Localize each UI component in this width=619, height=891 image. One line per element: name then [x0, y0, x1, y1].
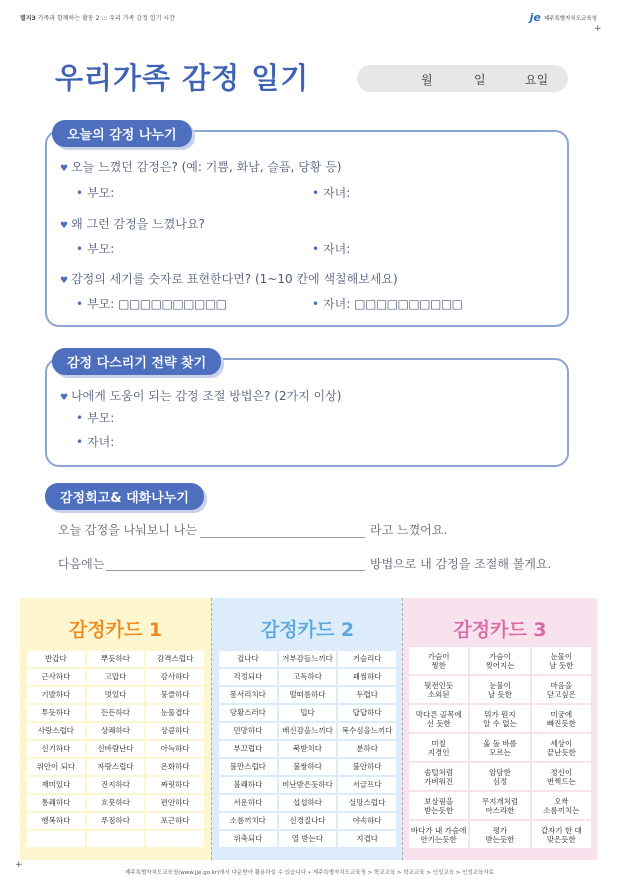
emotion-word: 실망스럽다	[338, 795, 396, 811]
crop-mark-icon: +	[594, 24, 602, 34]
emotion-word: 배신감을느끼다	[279, 723, 337, 739]
intensity-boxes[interactable]: □□□□□□□□□□	[354, 297, 463, 311]
emotion-word: 거슬리다	[338, 651, 396, 667]
emotion-word: 암담한 심정	[470, 763, 529, 790]
emotion-word: 서글프다	[338, 777, 396, 793]
emotion-word: 소름끼치다	[219, 813, 277, 829]
card-title: 감정카드 3	[453, 619, 547, 641]
emotion-word: 포근하다	[146, 813, 204, 829]
child-answer[interactable]: • 자녀:	[312, 184, 350, 201]
question-text: 나에게 도움이 되는 감정 조절 방법은? (2가지 이상)	[71, 389, 342, 403]
emotion-word: 불만스럽다	[219, 759, 277, 775]
emotion-word: 뭉클하다	[146, 687, 204, 703]
emotion-word: 통쾌하다	[27, 795, 85, 811]
question	[60, 158, 341, 175]
parent-answer[interactable]: • 부모:	[76, 184, 114, 201]
emotion-word: 불안하다	[338, 759, 396, 775]
emotion-word: 오싹 소름끼치는	[532, 792, 591, 819]
emotion-word: 정신이 번쩍드는	[532, 763, 591, 790]
emotion-word: 눈물이 날 듯한	[532, 647, 591, 674]
emotion-word: 미궁에 빠진듯한	[532, 705, 591, 732]
emotion-word: 신경질나다	[279, 813, 337, 829]
emotion-cards	[20, 598, 596, 860]
child-intensity[interactable]	[312, 295, 463, 312]
parent-label: 부모:	[87, 297, 115, 311]
day-label: 일	[474, 73, 486, 87]
question	[60, 387, 341, 404]
plan-blank[interactable]	[106, 570, 365, 571]
emotion-word	[87, 831, 145, 847]
emotion-word: 짜릿하다	[146, 777, 204, 793]
reflection-blank[interactable]	[200, 537, 365, 538]
emotion-word: 눈물겹다	[146, 705, 204, 721]
question-text: 감정의 세기를 숫자로 표현한다면? (1~10 칸에 색칠해보세요)	[71, 272, 398, 286]
emotion-word: 바다가 내 가슴에 안기는듯한	[409, 821, 468, 848]
emotion-word: 북받치다	[279, 741, 337, 757]
emotion-word: 불쌍하다	[279, 759, 337, 775]
emotion-word: 위안이 되다	[27, 759, 85, 775]
emotion-word: 자랑스럽다	[87, 759, 145, 775]
emotion-word: 상큼하다	[146, 723, 204, 739]
emotion-word: 분하다	[338, 741, 396, 757]
emotion-word: 보살핌을 받는듯한	[409, 792, 468, 819]
month-label: 월	[421, 73, 433, 87]
emotion-word: 섭섭하다	[279, 795, 337, 811]
emotion-word: 답답하다	[338, 705, 396, 721]
emotion-word	[27, 831, 85, 847]
emotion-word: 괘씸하다	[338, 669, 396, 685]
question	[60, 215, 205, 232]
parent-answer[interactable]: • 부모:	[76, 240, 114, 257]
emotion-word: 가슴이 찡한	[409, 647, 468, 674]
heart-icon: ♥	[60, 393, 69, 403]
emotion-word	[146, 831, 204, 847]
emotion-word: 두렵다	[338, 687, 396, 703]
intensity-boxes[interactable]: □□□□□□□□□□	[118, 297, 227, 311]
emotion-word: 아늑하다	[146, 741, 204, 757]
emotion-word: 떨떠름하다	[279, 687, 337, 703]
emotion-word: 눈물이 날 듯한	[470, 676, 529, 703]
emotion-word: 감격스럽다	[146, 651, 204, 667]
heart-icon: ♥	[60, 276, 69, 286]
org-name: 제주특별자치도교육청	[543, 15, 597, 22]
emotion-word: 뭐가 뭔지 알 수 없는	[470, 705, 529, 732]
child-label: 자녀:	[323, 297, 351, 311]
emotion-card-2	[211, 598, 403, 860]
emotion-word: 가슴이 찢어지는	[470, 647, 529, 674]
emotion-word: 사랑스럽다	[27, 723, 85, 739]
card-grid	[219, 651, 396, 847]
card-title: 감정카드 2	[260, 619, 355, 641]
emotion-word: 근사하다	[27, 669, 85, 685]
weekday-label: 요일	[525, 73, 549, 87]
emotion-word: 옳 돌 바를 모르는	[470, 734, 529, 761]
emotion-word: 고독하다	[279, 669, 337, 685]
emotion-word: 위축되다	[219, 831, 277, 847]
section-label: 감정회고& 대화나누기	[45, 483, 204, 510]
emotion-word: 겁나다	[219, 651, 277, 667]
reflection-prefix: 오늘 감정을 나눠보니 나는	[58, 523, 197, 537]
heart-icon: ♥	[60, 164, 69, 174]
question-text: 왜 그런 감정을 느꼈나요?	[71, 217, 205, 231]
emotion-word: 재미있다	[27, 777, 85, 793]
emotion-word: 미칠 지경인	[409, 734, 468, 761]
emotion-word: 몸서리치다	[219, 687, 277, 703]
date-field[interactable]	[357, 65, 568, 92]
emotion-word: 야속하다	[338, 813, 396, 829]
reflection-suffix: 라고 느꼈어요.	[370, 523, 448, 537]
emotion-word: 뒷전인듯 소외된	[409, 676, 468, 703]
emotion-word: 마음을 닫고싶은	[532, 676, 591, 703]
emotion-word: 민망하다	[219, 723, 277, 739]
emotion-card-1	[20, 598, 211, 860]
emotion-word: 겨부감들느끼다	[279, 651, 337, 667]
crop-mark-icon: +	[15, 860, 23, 870]
emotion-card-3	[402, 598, 597, 860]
emotion-word: 고맙다	[87, 669, 145, 685]
emotion-word: 기발하다	[27, 687, 85, 703]
question	[60, 270, 398, 287]
emotion-word: 든든하다	[87, 705, 145, 721]
heart-icon: ♥	[60, 221, 69, 231]
child-answer[interactable]: • 자녀:	[312, 240, 350, 257]
org-logo	[530, 11, 597, 24]
card-grid	[409, 647, 591, 848]
logo-icon: je	[529, 11, 541, 24]
emotion-word: 막다른 골목에 선 듯한	[409, 705, 468, 732]
emotion-word: 당황스러다	[219, 705, 277, 721]
emotion-word: 불쾌하다	[219, 777, 277, 793]
plan-suffix: 방법으로 내 감정을 조절해 볼게요.	[370, 557, 552, 571]
emotion-word: 신바람난다	[87, 741, 145, 757]
emotion-word: 세상이 끝난듯한	[532, 734, 591, 761]
child-answer[interactable]: • 자녀:	[76, 433, 114, 450]
card-grid	[27, 651, 204, 847]
emotion-word: 편안하다	[146, 795, 204, 811]
emotion-word: 흐뭇하다	[87, 795, 145, 811]
header-tag: 별지3	[20, 15, 36, 22]
emotion-word: 갑자기 한 대 맞은듯한	[532, 821, 591, 848]
emotion-word: 멋있다	[87, 687, 145, 703]
emotion-word: 감사하다	[146, 669, 204, 685]
emotion-word: 솜털처럼 가벼워진	[409, 763, 468, 790]
header-path: 가족과 함께하는 활동 2 ::: 우리 가족 감정 일기 시간	[37, 15, 175, 22]
emotion-word: 투듯하다	[27, 705, 85, 721]
header-breadcrumb	[20, 13, 175, 22]
emotion-word: 신기하다	[27, 741, 85, 757]
section-label: 오늘의 감정 나누기	[52, 120, 192, 147]
emotion-word: 지겹다	[338, 831, 396, 847]
emotion-word: 열 받는다	[279, 831, 337, 847]
plan-prefix: 다음에는	[58, 557, 105, 571]
card-title: 감정카드 1	[68, 619, 163, 641]
emotion-word: 복수심을느끼다	[338, 723, 396, 739]
emotion-word: 무지개처럼 아스라한	[470, 792, 529, 819]
emotion-word: 온화하다	[146, 759, 204, 775]
page-title: 우리가족 감정 일기	[55, 61, 310, 95]
parent-intensity[interactable]	[76, 295, 227, 312]
footer-note: 제주특별자치도교육청(www.jje.go.kr)에서 다운받아 활용하실 수 있습니다 • 제주특별자치도교육청 > 학교교육 > 학교교육 > 인성교육 > 인성교육자료	[125, 870, 494, 876]
emotion-word: 비난받은듯하다	[279, 777, 337, 793]
emotion-word: 반갑다	[27, 651, 85, 667]
emotion-word: 뿌듯하다	[87, 651, 145, 667]
emotion-word: 행복하다	[27, 813, 85, 829]
emotion-word: 진지하다	[87, 777, 145, 793]
emotion-word: 밉다	[279, 705, 337, 721]
emotion-word: 푸짐하다	[87, 813, 145, 829]
section-label: 감정 다스리기 전략 찾기	[52, 348, 221, 375]
emotion-word: 서운하다	[219, 795, 277, 811]
question-text: 오늘 느꼈던 감정은? (예: 기쁨, 화남, 슬픔, 당황 등)	[71, 160, 342, 174]
emotion-word: 평가 받는듯한	[470, 821, 529, 848]
parent-answer[interactable]: • 부모:	[76, 409, 114, 426]
emotion-word: 부끄럽다	[219, 741, 277, 757]
emotion-word: 걱정되다	[219, 669, 277, 685]
emotion-word: 상쾌하다	[87, 723, 145, 739]
